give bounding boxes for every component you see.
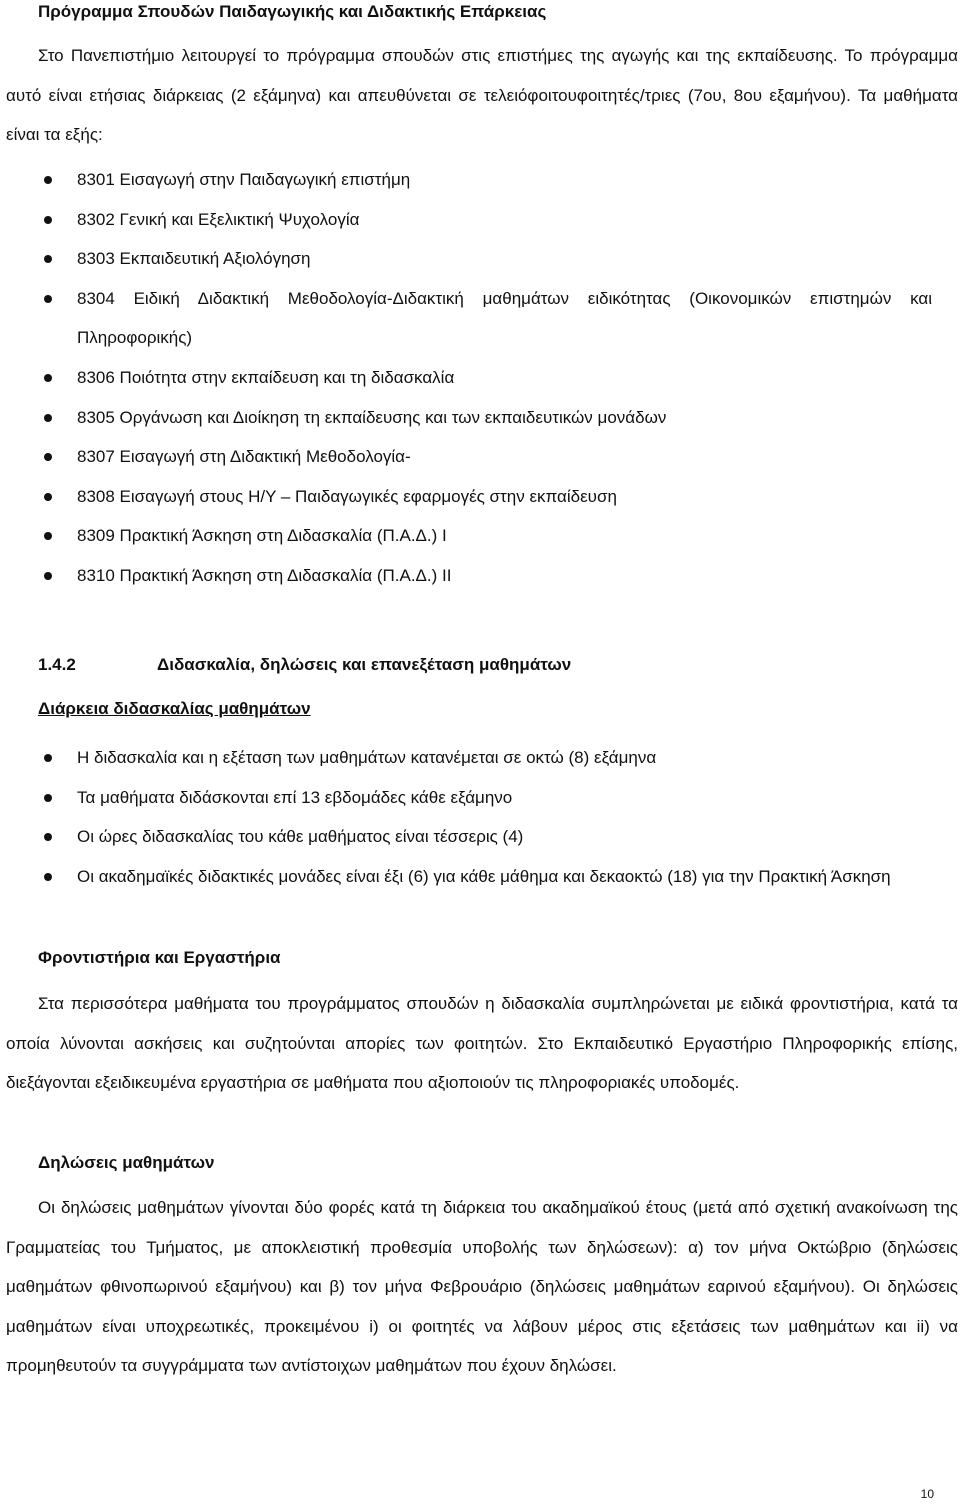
course-list xyxy=(0,160,960,596)
list-item: 8305 Οργάνωση και Διοίκηση τη εκπαίδευσης και των εκπαιδευτικών μονάδων xyxy=(0,398,960,438)
list-item: 8307 Εισαγωγή στη Διδακτική Μεθοδολογία- xyxy=(0,437,960,477)
list-item: Η διδασκαλία και η εξέταση των μαθημάτων κατανέμεται σε οκτώ (8) εξάμηνα xyxy=(0,738,960,778)
bullet-icon xyxy=(44,374,52,382)
program-title: Πρόγραμμα Σπουδών Παιδαγωγικής και Διδακτικής Επάρκειας xyxy=(38,2,547,21)
bullet-icon xyxy=(44,493,52,501)
bullet-icon xyxy=(44,216,52,224)
list-item: 8310 Πρακτική Άσκηση στη Διδασκαλία (Π.Α.Δ.) ΙΙ xyxy=(0,556,960,596)
declarations-paragraph: Οι δηλώσεις μαθημάτων γίνονται δύο φορές κατά τη διάρκεια του ακαδημαϊκού έτους (μετά από σχετική ανακοίνωση της Γραμματείας του Τμήματος, με αποκλειστική προθεσμία υποβολής των δηλώσεων): α) τον μήνα Οκτώβριο (δηλώσεις μαθημάτων φθινοπωρινού εξαμήνου) και β) τον μήνα Φεβρουάριο (δηλώσεις μαθημάτων εαρινού εξαμήνου). Οι δηλώσεις μαθημάτων είναι υποχρεωτικές, προκειμένου i) οι φοιτητές να λάβουν μέρος στις εξετάσεις των μαθημάτων και ii) να προμηθευτούν τα συγγράμματα των αντίστοιχων μαθημάτων που έχουν δηλώσει. xyxy=(6,1198,958,1376)
bullet-icon xyxy=(44,176,52,184)
labs-paragraph: Στα περισσότερα μαθήματα του προγράμματος σπουδών η διδασκαλία συμπληρώνεται με ειδικά φροντιστήρια, κατά τα οποία λύνονται ασκήσεις και συζητούνται απορίες των φοιτητών. Στο Εκπαιδευτικό Εργαστήριο Πληροφορικής επίσης, διεξάγονται εξειδικευμένα εργαστήρια σε μαθήματα που αξιοποιούν τις πληροφοριακές υποδομές. xyxy=(6,994,958,1093)
duration-list xyxy=(0,738,960,896)
bullet-icon xyxy=(44,414,52,422)
labs-heading: Φροντιστήρια και Εργαστήρια xyxy=(38,948,281,967)
bullet-icon xyxy=(44,532,52,540)
declarations-heading: Δηλώσεις μαθημάτων xyxy=(38,1153,215,1172)
page-number: 10 xyxy=(920,1487,934,1501)
list-item: Οι ακαδημαϊκές διδακτικές μονάδες είναι έξι (6) για κάθε μάθημα και δεκαοκτώ (18) για την Πρακτική Άσκηση xyxy=(0,857,960,897)
bullet-icon xyxy=(44,453,52,461)
list-item: Τα μαθήματα διδάσκονται επί 13 εβδομάδες κάθε εξάμηνο xyxy=(0,778,960,818)
program-intro-paragraph: Στο Πανεπιστήμιο λειτουργεί το πρόγραμμα σπουδών στις επιστήμες της αγωγής και της εκπαίδευσης. Το πρόγραμμα αυτό είναι ετήσιας διάρκειας (2 εξάμηνα) και απευθύνεται σε τελειόφοιτουφοιτητές/τριες (7ου, 8ου εξαμήνου). Τα μαθήματα είναι τα εξής: xyxy=(6,46,958,145)
list-item: 8303 Εκπαιδευτική Αξιολόγηση xyxy=(0,239,960,279)
list-item: Οι ώρες διδασκαλίας του κάθε μαθήματος είναι τέσσερις (4) xyxy=(0,817,960,857)
list-item: 8301 Εισαγωγή στην Παιδαγωγική επιστήμη xyxy=(0,160,960,200)
bullet-icon xyxy=(44,295,52,303)
bullet-icon xyxy=(44,833,52,841)
bullet-icon xyxy=(44,572,52,580)
section-title: Διδασκαλία, δηλώσεις και επανεξέταση μαθημάτων xyxy=(157,655,572,674)
bullet-icon xyxy=(44,873,52,881)
bullet-icon xyxy=(44,754,52,762)
section-number: 1.4.2 xyxy=(38,655,76,674)
list-item: 8302 Γενική και Εξελικτική Ψυχολογία xyxy=(0,200,960,240)
duration-heading: Διάρκεια διδασκαλίας μαθημάτων xyxy=(38,699,311,718)
list-item: 8306 Ποιότητα στην εκπαίδευση και τη διδασκαλία xyxy=(0,358,960,398)
list-item: 8304 Ειδική Διδακτική Μεθοδολογία-Διδακτική μαθημάτων ειδικότητας (Οικονομικών επιστημών και Πληροφορικής) xyxy=(0,279,960,358)
bullet-icon xyxy=(44,255,52,263)
bullet-icon xyxy=(44,794,52,802)
list-item: 8308 Εισαγωγή στους Η/Υ – Παιδαγωγικές εφαρμογές στην εκπαίδευση xyxy=(0,477,960,517)
list-item: 8309 Πρακτική Άσκηση στη Διδασκαλία (Π.Α.Δ.) Ι xyxy=(0,516,960,556)
